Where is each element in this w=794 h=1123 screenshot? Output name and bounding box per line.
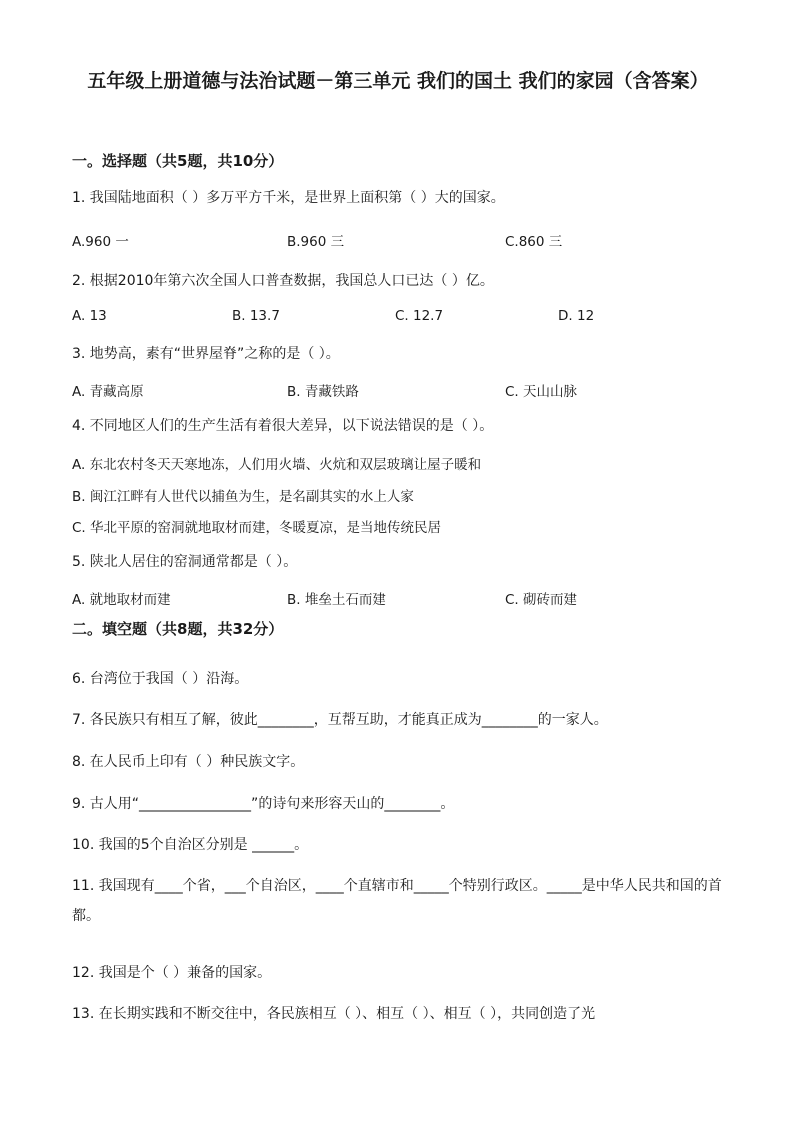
page-title: 五年级上册道德与法治试题－第三单元 我们的国土 我们的家园（含答案）	[87, 70, 709, 92]
question-9: 9. 古人用“________________”的诗句来形容天山的________。	[72, 796, 455, 812]
option-a: A. 东北农村冬天天寒地冻，人们用火墙、火炕和双层玻璃让屋子暖和	[72, 457, 482, 473]
option-c: C. 12.7	[395, 308, 444, 324]
exam-page	[72, 0, 724, 1022]
question-8: 8. 在人民币上印有（ ）种民族文字。	[72, 754, 305, 770]
option-a: A.960 一	[72, 234, 129, 250]
option-c: C.860 三	[505, 234, 563, 250]
question-4: 4. 不同地区人们的生产生活有着很大差异，以下说法错误的是（ ）。	[72, 418, 494, 434]
option-a: A. 青藏高原	[72, 384, 144, 400]
question-5: 5. 陕北人居住的窑洞通常都是（ ）。	[72, 554, 298, 570]
option-a: A. 13	[72, 308, 107, 324]
question-3: 3. 地势高，素有“世界屋脊”之称的是（ ）。	[72, 346, 340, 362]
question-2: 2. 根据2010年第六次全国人口普查数据，我国总人口已达（ ）亿。	[72, 273, 494, 289]
question-2-options	[72, 308, 724, 328]
question-10: 10. 我国的5个自治区分别是 ______。	[72, 837, 309, 853]
question-12: 12. 我国是个（ ）兼备的国家。	[72, 965, 272, 981]
option-a: A. 就地取材而建	[72, 592, 171, 608]
option-c: C. 华北平原的窑洞就地取材而建，冬暖夏凉，是当地传统民居	[72, 520, 442, 536]
section-choice-heading: 一。选择题（共5题，共10分）	[72, 152, 284, 170]
question-3-options	[72, 380, 724, 400]
question-11: 11. 我国现有____个省，___个自治区，____个直辖市和_____个特别行政区。_____是中华人民共和国的首都。	[72, 878, 722, 924]
question-7: 7. 各民族只有相互了解，彼此________，互帮互助，才能真正成为________的一家人。	[72, 712, 608, 728]
question-13: 13. 在长期实践和不断交往中，各民族相互（ ）、相互（ ）、相互（ ），共同创造了光	[72, 1006, 596, 1022]
question-5-options	[72, 588, 724, 608]
option-c: C. 砌砖而建	[505, 592, 578, 608]
question-6: 6. 台湾位于我国（ ）沿海。	[72, 671, 249, 687]
section-fill-heading: 二。填空题（共8题，共32分）	[72, 620, 284, 638]
option-c: C. 天山山脉	[505, 384, 578, 400]
option-b: B. 13.7	[232, 308, 280, 324]
option-d: D. 12	[558, 308, 595, 324]
option-b: B.960 三	[287, 234, 345, 250]
option-b: B. 青藏铁路	[287, 384, 359, 400]
option-b: B. 堆垒土石而建	[287, 592, 386, 608]
question-1: 1. 我国陆地面积（ ）多万平方千米，是世界上面积第（ ）大的国家。	[72, 190, 505, 206]
option-b: B. 闽江江畔有人世代以捕鱼为生，是名副其实的水上人家	[72, 489, 414, 505]
question-1-options	[72, 230, 724, 250]
